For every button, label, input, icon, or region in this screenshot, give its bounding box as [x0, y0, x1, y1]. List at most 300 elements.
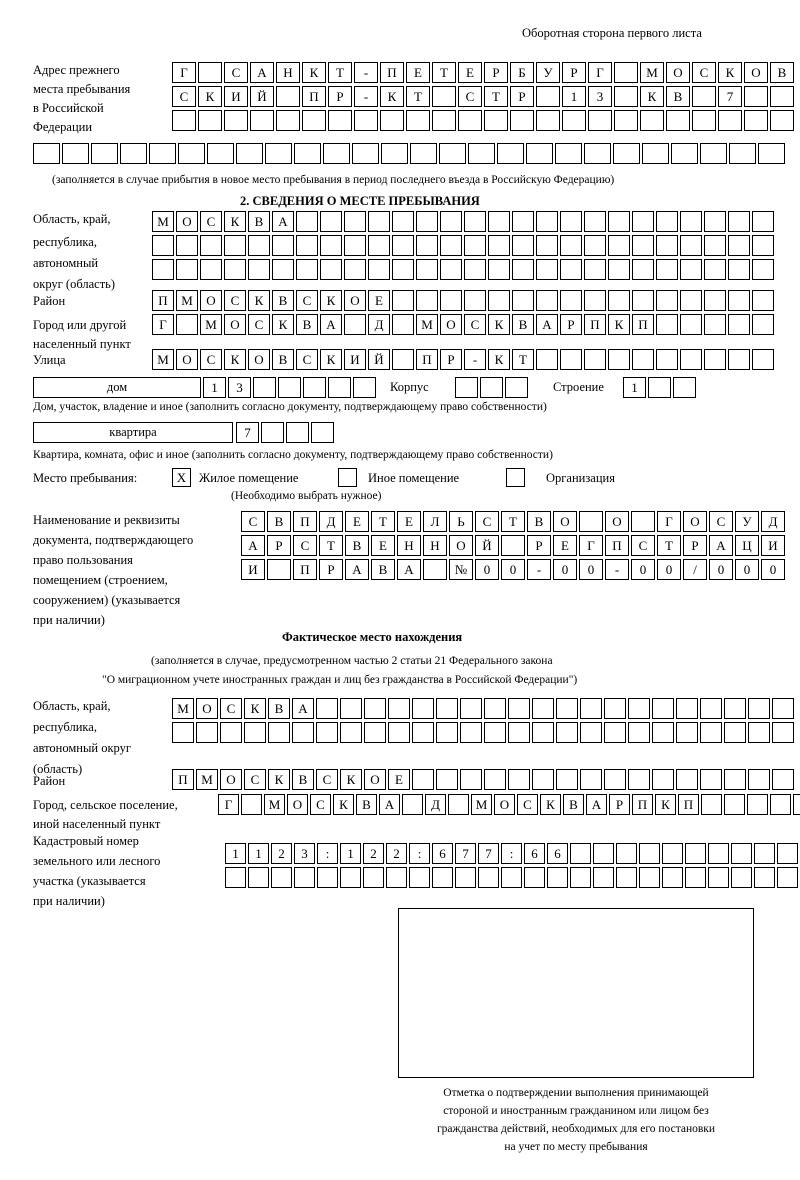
form-cell[interactable]: К: [608, 314, 630, 335]
form-cell[interactable]: Т: [328, 62, 352, 83]
form-cell[interactable]: П: [293, 559, 317, 580]
form-cell[interactable]: Д: [319, 511, 343, 532]
form-cell[interactable]: О: [224, 314, 246, 335]
form-cell[interactable]: [276, 86, 300, 107]
form-cell[interactable]: [593, 843, 614, 864]
form-cell[interactable]: [448, 794, 469, 815]
form-cell[interactable]: [752, 235, 774, 256]
form-cell[interactable]: А: [709, 535, 733, 556]
form-cell[interactable]: 1: [623, 377, 646, 398]
form-cell[interactable]: [680, 211, 702, 232]
form-cell[interactable]: [724, 769, 746, 790]
form-cell[interactable]: [436, 698, 458, 719]
form-cell[interactable]: [198, 110, 222, 131]
form-cell[interactable]: [608, 211, 630, 232]
form-cell[interactable]: О: [605, 511, 629, 532]
form-cell[interactable]: [532, 698, 554, 719]
form-cell[interactable]: [392, 259, 414, 280]
form-cell[interactable]: [497, 143, 524, 164]
form-cell[interactable]: О: [176, 349, 198, 370]
form-cell[interactable]: [416, 211, 438, 232]
form-cell[interactable]: [460, 722, 482, 743]
form-cell[interactable]: [728, 349, 750, 370]
form-cell[interactable]: -: [605, 559, 629, 580]
form-cell[interactable]: [440, 290, 462, 311]
form-cell[interactable]: [560, 235, 582, 256]
form-cell[interactable]: [584, 259, 606, 280]
form-cell[interactable]: [579, 511, 603, 532]
form-cell[interactable]: Е: [406, 62, 430, 83]
place-type-other-checkbox[interactable]: [338, 468, 357, 487]
form-cell[interactable]: [772, 769, 794, 790]
stamp-box[interactable]: [398, 908, 754, 1078]
form-cell[interactable]: [556, 769, 578, 790]
form-cell[interactable]: [416, 259, 438, 280]
form-cell[interactable]: [614, 62, 638, 83]
korpus-cells[interactable]: [455, 377, 530, 398]
form-cell[interactable]: М: [471, 794, 492, 815]
form-cell[interactable]: Н: [397, 535, 421, 556]
form-cell[interactable]: К: [640, 86, 664, 107]
form-cell[interactable]: [392, 349, 414, 370]
form-cell[interactable]: В: [272, 290, 294, 311]
house-number-cells[interactable]: [203, 377, 378, 398]
form-cell[interactable]: А: [536, 314, 558, 335]
form-cell[interactable]: [460, 698, 482, 719]
form-cell[interactable]: С: [244, 769, 266, 790]
form-cell[interactable]: [152, 235, 174, 256]
form-cell[interactable]: [224, 235, 246, 256]
form-cell[interactable]: [580, 722, 602, 743]
form-cell[interactable]: [364, 698, 386, 719]
form-cell[interactable]: [172, 110, 196, 131]
form-cell[interactable]: А: [586, 794, 607, 815]
street-row[interactable]: [152, 349, 776, 370]
form-cell[interactable]: [488, 211, 510, 232]
form-cell[interactable]: М: [176, 290, 198, 311]
form-cell[interactable]: [656, 349, 678, 370]
form-cell[interactable]: [508, 698, 530, 719]
form-cell[interactable]: [354, 110, 378, 131]
form-cell[interactable]: [464, 235, 486, 256]
form-cell[interactable]: С: [458, 86, 482, 107]
form-cell[interactable]: К: [224, 349, 246, 370]
form-cell[interactable]: [368, 211, 390, 232]
form-cell[interactable]: О: [683, 511, 707, 532]
form-cell[interactable]: [724, 722, 746, 743]
form-cell[interactable]: [241, 794, 262, 815]
form-cell[interactable]: [639, 843, 660, 864]
form-cell[interactable]: С: [220, 698, 242, 719]
form-cell[interactable]: [432, 867, 453, 888]
form-cell[interactable]: [628, 722, 650, 743]
cadastral-row-2[interactable]: [225, 867, 800, 888]
form-cell[interactable]: [381, 143, 408, 164]
form-cell[interactable]: К: [272, 314, 294, 335]
form-cell[interactable]: С: [248, 314, 270, 335]
form-cell[interactable]: К: [224, 211, 246, 232]
form-cell[interactable]: [770, 794, 791, 815]
form-cell[interactable]: И: [224, 86, 248, 107]
form-cell[interactable]: [704, 314, 726, 335]
form-cell[interactable]: О: [200, 290, 222, 311]
form-cell[interactable]: [392, 211, 414, 232]
form-cell[interactable]: [416, 290, 438, 311]
form-cell[interactable]: [368, 259, 390, 280]
form-cell[interactable]: [176, 259, 198, 280]
region-row-1[interactable]: [152, 211, 776, 232]
form-cell[interactable]: 1: [203, 377, 226, 398]
form-cell[interactable]: А: [250, 62, 274, 83]
form-cell[interactable]: [440, 235, 462, 256]
form-cell[interactable]: К: [488, 349, 510, 370]
form-cell[interactable]: [556, 698, 578, 719]
form-cell[interactable]: [614, 86, 638, 107]
actual-region-row-2[interactable]: [172, 722, 796, 743]
form-cell[interactable]: [777, 843, 798, 864]
form-cell[interactable]: И: [344, 349, 366, 370]
form-cell[interactable]: [248, 867, 269, 888]
form-cell[interactable]: [754, 867, 775, 888]
form-cell[interactable]: 3: [228, 377, 251, 398]
form-cell[interactable]: [747, 794, 768, 815]
flat-cells[interactable]: [236, 422, 336, 443]
form-cell[interactable]: [311, 422, 334, 443]
form-cell[interactable]: 0: [709, 559, 733, 580]
form-cell[interactable]: [220, 722, 242, 743]
form-cell[interactable]: Е: [397, 511, 421, 532]
form-cell[interactable]: М: [264, 794, 285, 815]
form-cell[interactable]: [484, 722, 506, 743]
form-cell[interactable]: Ц: [735, 535, 759, 556]
form-cell[interactable]: [244, 722, 266, 743]
form-cell[interactable]: Б: [510, 62, 534, 83]
form-cell[interactable]: [536, 86, 560, 107]
form-cell[interactable]: [608, 259, 630, 280]
form-cell[interactable]: -: [354, 86, 378, 107]
form-cell[interactable]: [458, 110, 482, 131]
form-cell[interactable]: -: [464, 349, 486, 370]
form-cell[interactable]: [632, 290, 654, 311]
form-cell[interactable]: [416, 235, 438, 256]
form-cell[interactable]: [455, 867, 476, 888]
form-cell[interactable]: [744, 110, 768, 131]
form-cell[interactable]: [402, 794, 423, 815]
form-cell[interactable]: [62, 143, 89, 164]
form-cell[interactable]: А: [292, 698, 314, 719]
form-cell[interactable]: Л: [423, 511, 447, 532]
form-cell[interactable]: П: [632, 314, 654, 335]
form-cell[interactable]: [608, 290, 630, 311]
form-cell[interactable]: 0: [761, 559, 785, 580]
form-cell[interactable]: Г: [579, 535, 603, 556]
form-cell[interactable]: [484, 110, 508, 131]
form-cell[interactable]: [671, 143, 698, 164]
form-cell[interactable]: О: [176, 211, 198, 232]
form-cell[interactable]: [294, 143, 321, 164]
form-cell[interactable]: [536, 235, 558, 256]
form-cell[interactable]: [302, 110, 326, 131]
form-cell[interactable]: [33, 143, 60, 164]
form-cell[interactable]: М: [152, 349, 174, 370]
form-cell[interactable]: С: [224, 290, 246, 311]
form-cell[interactable]: С: [224, 62, 248, 83]
form-cell[interactable]: [363, 867, 384, 888]
form-cell[interactable]: А: [241, 535, 265, 556]
form-cell[interactable]: О: [744, 62, 768, 83]
form-cell[interactable]: [436, 769, 458, 790]
form-cell[interactable]: [303, 377, 326, 398]
form-cell[interactable]: [368, 235, 390, 256]
form-cell[interactable]: [323, 143, 350, 164]
form-cell[interactable]: [731, 867, 752, 888]
form-cell[interactable]: [770, 86, 794, 107]
form-cell[interactable]: [478, 867, 499, 888]
form-cell[interactable]: П: [605, 535, 629, 556]
form-cell[interactable]: Р: [527, 535, 551, 556]
form-cell[interactable]: В: [267, 511, 291, 532]
form-cell[interactable]: [508, 769, 530, 790]
form-cell[interactable]: Т: [512, 349, 534, 370]
form-cell[interactable]: [580, 769, 602, 790]
form-cell[interactable]: В: [292, 769, 314, 790]
form-cell[interactable]: П: [172, 769, 194, 790]
form-cell[interactable]: [748, 722, 770, 743]
form-cell[interactable]: [200, 235, 222, 256]
form-cell[interactable]: [464, 290, 486, 311]
form-cell[interactable]: [340, 867, 361, 888]
form-cell[interactable]: К: [718, 62, 742, 83]
form-cell[interactable]: :: [317, 843, 338, 864]
form-cell[interactable]: [614, 110, 638, 131]
district-row[interactable]: [152, 290, 776, 311]
form-cell[interactable]: 2: [271, 843, 292, 864]
form-cell[interactable]: А: [397, 559, 421, 580]
form-cell[interactable]: О: [344, 290, 366, 311]
form-cell[interactable]: В: [345, 535, 369, 556]
form-cell[interactable]: П: [416, 349, 438, 370]
form-cell[interactable]: Ь: [449, 511, 473, 532]
form-cell[interactable]: [632, 235, 654, 256]
form-cell[interactable]: [455, 377, 478, 398]
form-cell[interactable]: [317, 867, 338, 888]
form-cell[interactable]: В: [563, 794, 584, 815]
form-cell[interactable]: 1: [225, 843, 246, 864]
form-cell[interactable]: :: [409, 843, 430, 864]
form-cell[interactable]: [676, 698, 698, 719]
form-cell[interactable]: [631, 511, 655, 532]
form-cell[interactable]: [248, 259, 270, 280]
form-cell[interactable]: [328, 377, 351, 398]
form-cell[interactable]: [512, 259, 534, 280]
form-cell[interactable]: Р: [267, 535, 291, 556]
form-cell[interactable]: 1: [562, 86, 586, 107]
form-cell[interactable]: О: [440, 314, 462, 335]
form-cell[interactable]: [673, 377, 696, 398]
form-cell[interactable]: [172, 722, 194, 743]
form-cell[interactable]: [593, 867, 614, 888]
form-cell[interactable]: 6: [547, 843, 568, 864]
form-cell[interactable]: К: [268, 769, 290, 790]
form-cell[interactable]: [560, 349, 582, 370]
form-cell[interactable]: [656, 235, 678, 256]
form-cell[interactable]: 7: [718, 86, 742, 107]
form-cell[interactable]: А: [320, 314, 342, 335]
form-cell[interactable]: Р: [319, 559, 343, 580]
form-cell[interactable]: [512, 290, 534, 311]
form-cell[interactable]: [718, 110, 742, 131]
form-cell[interactable]: Г: [218, 794, 239, 815]
form-cell[interactable]: [704, 290, 726, 311]
form-cell[interactable]: [364, 722, 386, 743]
form-cell[interactable]: [501, 535, 525, 556]
form-cell[interactable]: С: [517, 794, 538, 815]
form-cell[interactable]: Г: [152, 314, 174, 335]
form-cell[interactable]: В: [770, 62, 794, 83]
form-cell[interactable]: [380, 110, 404, 131]
form-cell[interactable]: [423, 559, 447, 580]
form-cell[interactable]: С: [709, 511, 733, 532]
form-cell[interactable]: [758, 143, 785, 164]
form-cell[interactable]: [704, 259, 726, 280]
form-cell[interactable]: 7: [478, 843, 499, 864]
form-cell[interactable]: [320, 235, 342, 256]
form-cell[interactable]: [700, 698, 722, 719]
form-cell[interactable]: [728, 314, 750, 335]
form-cell[interactable]: [316, 722, 338, 743]
form-cell[interactable]: [464, 211, 486, 232]
form-cell[interactable]: [680, 349, 702, 370]
form-cell[interactable]: Т: [371, 511, 395, 532]
form-cell[interactable]: /: [683, 559, 707, 580]
form-cell[interactable]: Д: [368, 314, 390, 335]
form-cell[interactable]: [556, 722, 578, 743]
form-cell[interactable]: [352, 143, 379, 164]
form-cell[interactable]: М: [172, 698, 194, 719]
form-cell[interactable]: [409, 867, 430, 888]
form-cell[interactable]: Р: [510, 86, 534, 107]
form-cell[interactable]: [685, 843, 706, 864]
form-cell[interactable]: С: [316, 769, 338, 790]
form-cell[interactable]: В: [371, 559, 395, 580]
form-cell[interactable]: [207, 143, 234, 164]
form-cell[interactable]: [656, 259, 678, 280]
form-cell[interactable]: 1: [340, 843, 361, 864]
form-cell[interactable]: [652, 769, 674, 790]
form-cell[interactable]: [570, 843, 591, 864]
form-cell[interactable]: [560, 290, 582, 311]
form-cell[interactable]: [616, 867, 637, 888]
form-cell[interactable]: [708, 867, 729, 888]
form-cell[interactable]: П: [584, 314, 606, 335]
form-cell[interactable]: [680, 259, 702, 280]
form-cell[interactable]: И: [241, 559, 265, 580]
form-cell[interactable]: [628, 698, 650, 719]
form-cell[interactable]: А: [345, 559, 369, 580]
form-cell[interactable]: [512, 211, 534, 232]
form-cell[interactable]: Т: [484, 86, 508, 107]
form-cell[interactable]: [392, 290, 414, 311]
form-cell[interactable]: Р: [440, 349, 462, 370]
form-cell[interactable]: Г: [172, 62, 196, 83]
city-row[interactable]: [152, 314, 776, 335]
form-cell[interactable]: [536, 211, 558, 232]
form-cell[interactable]: [676, 769, 698, 790]
form-cell[interactable]: П: [380, 62, 404, 83]
form-cell[interactable]: С: [475, 511, 499, 532]
form-cell[interactable]: [501, 867, 522, 888]
form-cell[interactable]: [754, 843, 775, 864]
prev-address-row-4[interactable]: [33, 143, 787, 164]
form-cell[interactable]: Е: [371, 535, 395, 556]
form-cell[interactable]: [278, 377, 301, 398]
form-cell[interactable]: [752, 290, 774, 311]
form-cell[interactable]: [91, 143, 118, 164]
form-cell[interactable]: В: [512, 314, 534, 335]
form-cell[interactable]: [392, 235, 414, 256]
form-cell[interactable]: О: [364, 769, 386, 790]
form-cell[interactable]: [536, 290, 558, 311]
form-cell[interactable]: [632, 349, 654, 370]
form-cell[interactable]: [152, 259, 174, 280]
form-cell[interactable]: [484, 769, 506, 790]
form-cell[interactable]: О: [553, 511, 577, 532]
form-cell[interactable]: [253, 377, 276, 398]
form-cell[interactable]: [440, 259, 462, 280]
form-cell[interactable]: О: [220, 769, 242, 790]
form-cell[interactable]: [436, 722, 458, 743]
form-cell[interactable]: [200, 259, 222, 280]
form-cell[interactable]: [772, 698, 794, 719]
form-cell[interactable]: [488, 290, 510, 311]
form-cell[interactable]: Р: [609, 794, 630, 815]
form-cell[interactable]: Р: [328, 86, 352, 107]
form-cell[interactable]: [656, 211, 678, 232]
form-cell[interactable]: [628, 769, 650, 790]
form-cell[interactable]: [704, 349, 726, 370]
form-cell[interactable]: [296, 259, 318, 280]
form-cell[interactable]: С: [200, 211, 222, 232]
form-cell[interactable]: [261, 422, 284, 443]
form-cell[interactable]: [328, 110, 352, 131]
form-cell[interactable]: Е: [388, 769, 410, 790]
form-cell[interactable]: [608, 349, 630, 370]
form-cell[interactable]: Й: [475, 535, 499, 556]
form-cell[interactable]: [388, 722, 410, 743]
form-cell[interactable]: [236, 143, 263, 164]
form-cell[interactable]: [584, 349, 606, 370]
form-cell[interactable]: [464, 259, 486, 280]
form-cell[interactable]: Р: [562, 62, 586, 83]
form-cell[interactable]: 0: [579, 559, 603, 580]
form-cell[interactable]: Р: [560, 314, 582, 335]
form-cell[interactable]: 3: [294, 843, 315, 864]
form-cell[interactable]: [512, 235, 534, 256]
form-cell[interactable]: [410, 143, 437, 164]
form-cell[interactable]: Д: [425, 794, 446, 815]
form-cell[interactable]: [728, 235, 750, 256]
form-cell[interactable]: [412, 722, 434, 743]
form-cell[interactable]: К: [380, 86, 404, 107]
form-cell[interactable]: [729, 143, 756, 164]
form-cell[interactable]: [484, 698, 506, 719]
form-cell[interactable]: [536, 110, 560, 131]
form-cell[interactable]: Т: [319, 535, 343, 556]
form-cell[interactable]: 7: [236, 422, 259, 443]
form-cell[interactable]: В: [666, 86, 690, 107]
form-cell[interactable]: [588, 110, 612, 131]
form-cell[interactable]: А: [272, 211, 294, 232]
